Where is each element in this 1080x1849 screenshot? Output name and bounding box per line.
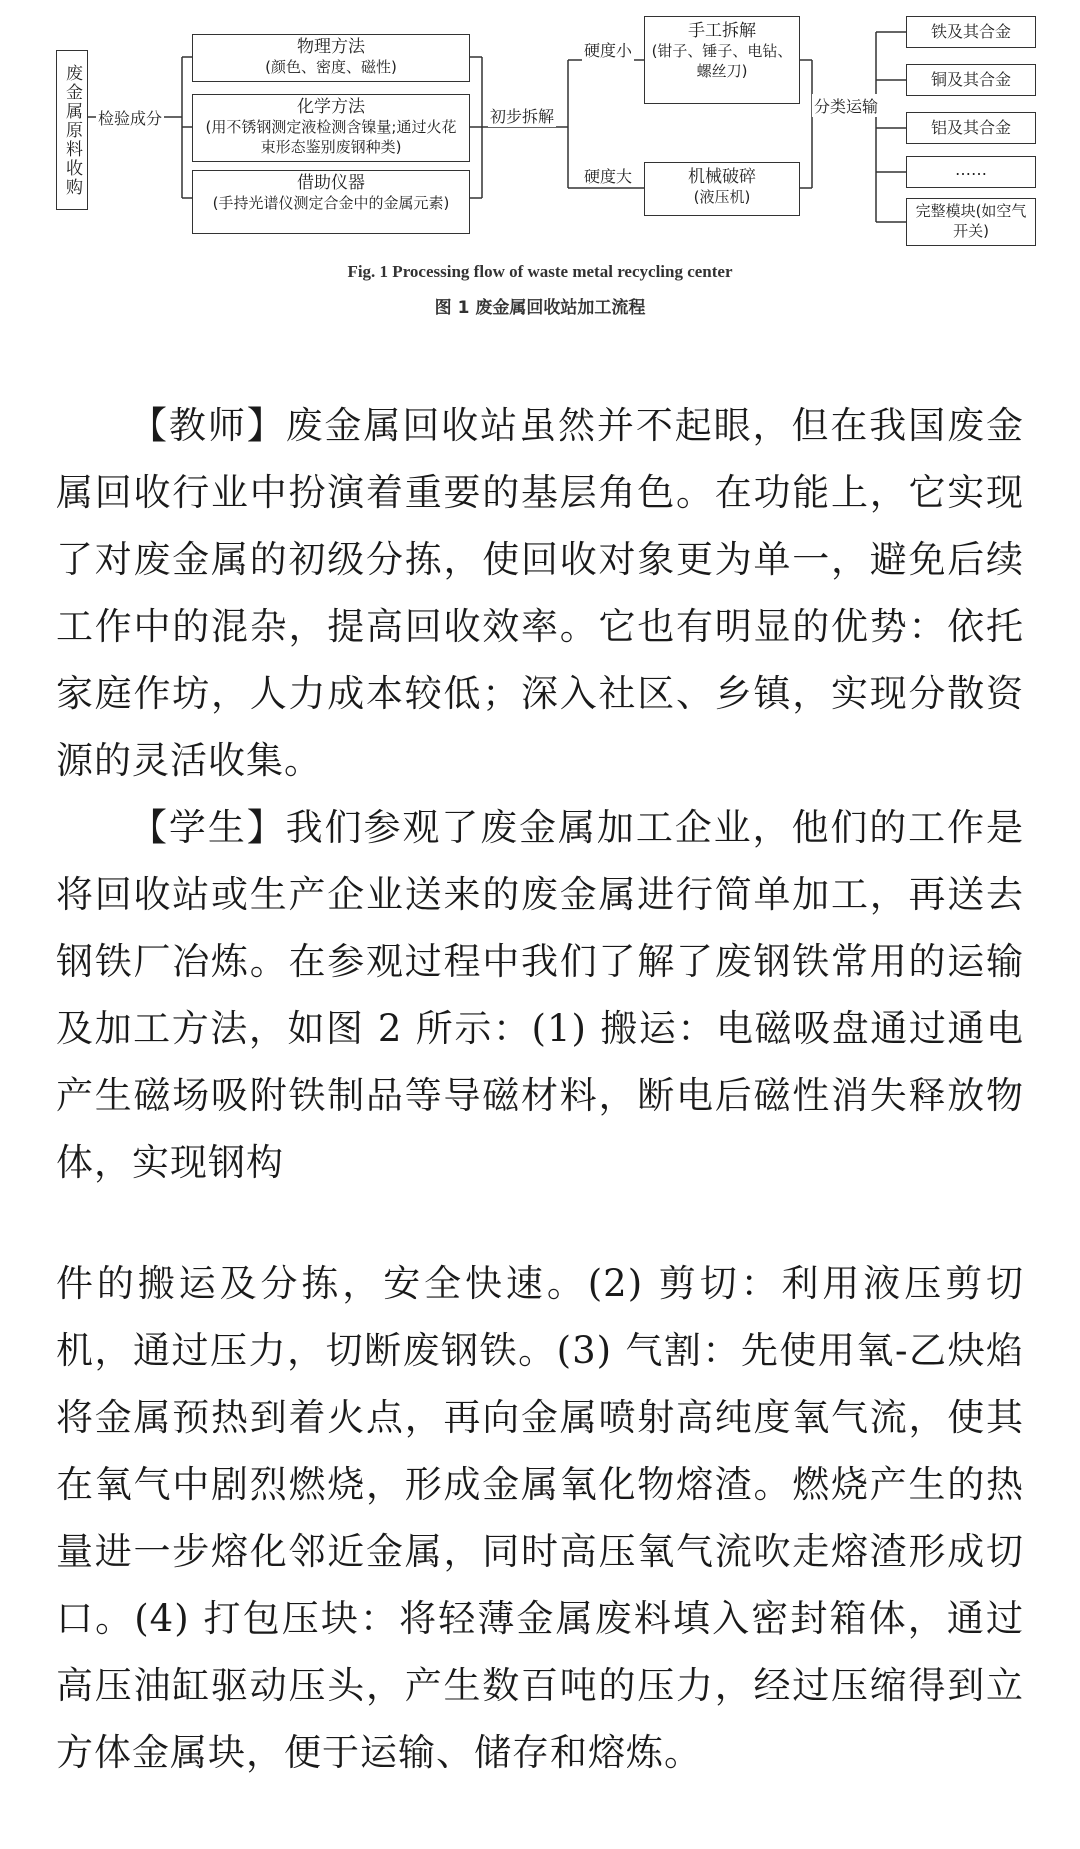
process-detail: (液压机) [693, 188, 751, 206]
method-box-chemical [192, 94, 470, 162]
edge-label-hard: 硬度大 [582, 164, 634, 187]
output-box-iron [906, 16, 1036, 48]
process-detail: (钳子、锤子、电钻、螺丝刀) [651, 42, 793, 80]
source-box [56, 50, 88, 210]
figure-caption-chinese: 图 1 废金属回收站加工流程 [434, 298, 646, 318]
paragraph-student-continued: 件的搬运及分拣，安全快速。(2) 剪切：利用液压剪切机，通过压力，切断废钢铁。(3) 气割：先使用氧-乙炔焰将金属预热到着火点，再向金属喷射高纯度氧气流，使其在氧气中剧烈燃烧，形成金属氧化物熔渣。燃烧产生的热量进一步熔化邻近金属，同时高压氧气流吹走熔渣形成切口。(4) 打包压块：将轻薄金属废料填入密封箱体，通过高压油缸驱动压头，产生数百吨的压力，经过压缩得到立方体金属块，便于运输、储存和熔炼。 [56, 1262, 1024, 1774]
output-label: …… [955, 160, 987, 179]
body-text-block-2 [56, 1250, 1024, 1786]
output-label: 铝及其合金 [930, 118, 1011, 137]
output-box-aluminum [906, 112, 1036, 144]
process-box-mechanical [644, 162, 800, 216]
output-box-copper [906, 64, 1036, 96]
method-box-physical [192, 34, 470, 82]
edge-label-sort: 分类运输 [812, 94, 880, 117]
output-label: 完整模块(如空气开关) [915, 202, 1027, 240]
edge-label-dismantle: 初步拆解 [488, 104, 556, 127]
output-box-ellipsis [906, 156, 1036, 188]
edge-label-soft: 硬度小 [582, 38, 634, 61]
method-detail: (颜色、密度、磁性) [265, 58, 397, 76]
flowchart-figure [0, 0, 1080, 330]
process-box-manual [644, 16, 800, 104]
process-title: 机械破碎 [688, 167, 756, 187]
process-title: 手工拆解 [688, 21, 756, 41]
paragraph-student: 【学生】我们参观了废金属加工企业，他们的工作是将回收站或生产企业送来的废金属进行简单加工，再送去钢铁厂冶炼。在参观过程中我们了解了废钢铁常用的运输及加工方法，如图 2 所示：(1) 搬运：电磁吸盘通过通电产生磁场吸附铁制品等导磁材料，断电后磁性消失释放物体，实现钢构 [56, 806, 1024, 1184]
source-box-label: 废金属原料收购 [62, 63, 82, 197]
figure-caption-english: Fig. 1 Processing flow of waste metal recycling center [347, 262, 733, 281]
output-box-module [906, 198, 1036, 246]
method-title: 化学方法 [297, 97, 365, 117]
method-detail: (用不锈钢测定液检测含镍量;通过火花束形态鉴别废钢种类) [205, 118, 457, 156]
method-title: 借助仪器 [297, 173, 365, 193]
output-label: 铁及其合金 [930, 22, 1011, 41]
method-title: 物理方法 [297, 37, 365, 57]
paragraph-teacher: 【教师】废金属回收站虽然并不起眼，但在我国废金属回收行业中扮演着重要的基层角色。在功能上，它实现了对废金属的初级分拣，使回收对象更为单一，避免后续工作中的混杂，提高回收效率。它也有明显的优势：依托家庭作坊，人力成本较低；深入社区、乡镇，实现分散资源的灵活收集。 [56, 404, 1024, 782]
edge-label-inspect: 检验成分 [96, 106, 164, 129]
method-box-instrument [192, 170, 470, 234]
output-label: 铜及其合金 [930, 70, 1011, 89]
body-text-block-1 [56, 392, 1024, 1196]
method-detail: (手持光谱仪测定合金中的金属元素) [212, 194, 450, 212]
